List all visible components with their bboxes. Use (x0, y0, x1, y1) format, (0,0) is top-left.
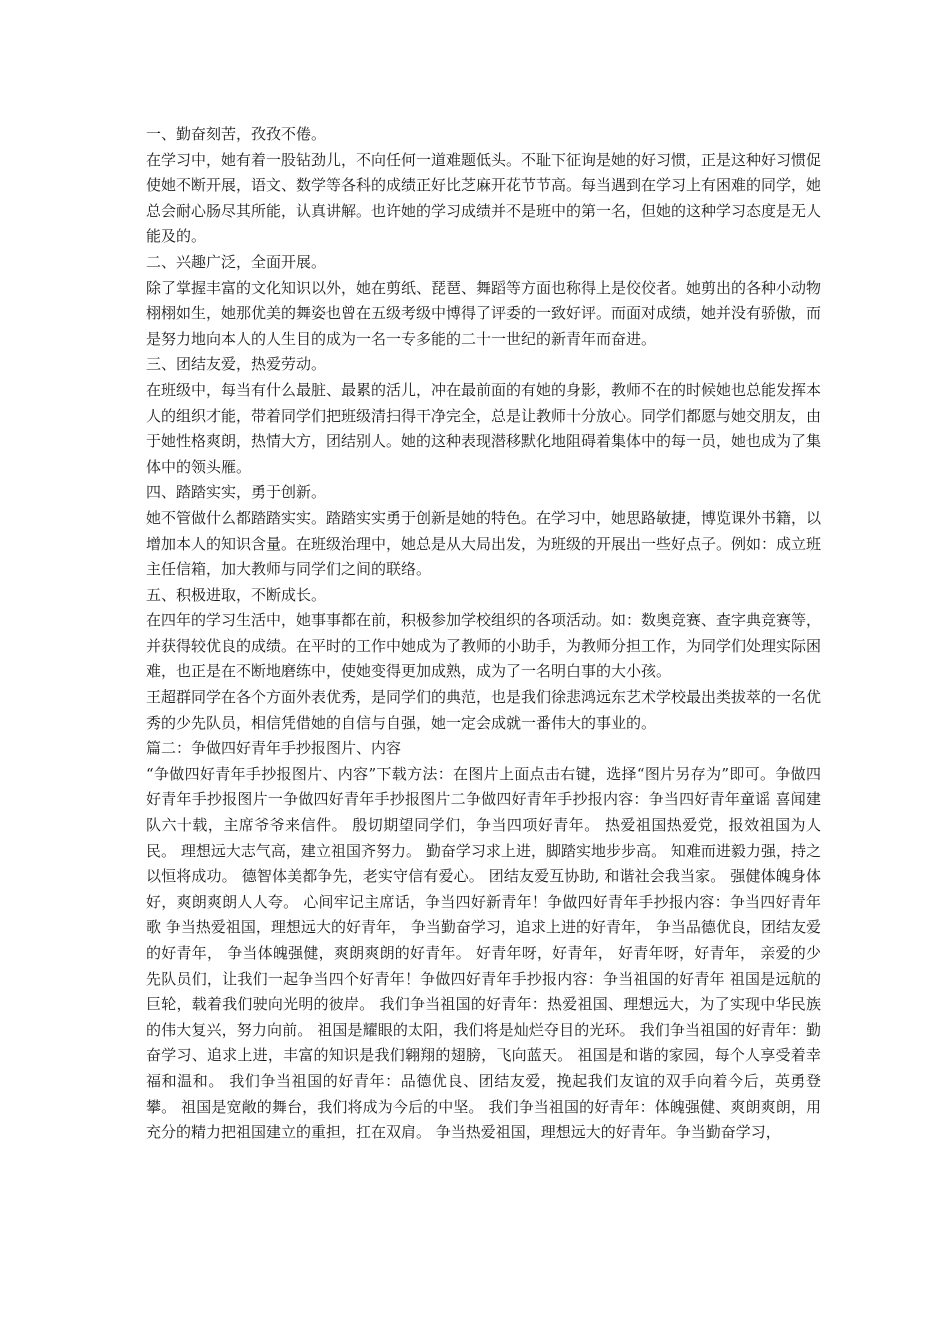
paragraph-poster-content: “争做四好青年手抄报图片、内容”下载方法：在图片上面点击右键，选择“图片另存为”即可。争做四好青年手抄报图片一争做四好青年手抄报图片二争做四好青年手抄报内容：争当四好青年童谣 喜闻建队六十载，主席爷爷来信件。 殷切期望同学们，争当四项好青年。 热爱祖国热爱党，报效祖国为人民。 理想远大志气高，建立祖国齐努力。 勤奋学习求上进，脚踏实地步步高。 知难而进毅力强，持之以恒将成功。 德智体美都争先，老实守信有爱心。 团结友爱互协助, 和谐社会我当家。 强健体魄身体好，爽朗爽朗人人夸。 心间牢记主席话，争当四好新青年！争做四好青年手抄报内容：争当四好青年歌 争当热爱祖国，理想远大的好青年， 争当勤奋学习，追求上进的好青年， 争当品德优良，团结友爱的好青年， 争当体魄强健，爽朗爽朗的好青年。 好青年呀，好青年， 好青年呀，好青年， 亲爱的少先队员们，让我们一起争当四个好青年！争做四好青年手抄报内容：争当祖国的好青年 祖国是远航的巨轮，载着我们驶向光明的彼岸。 我们争当祖国的好青年：热爱祖国、理想远大，为了实现中华民族的伟大复兴，努力向前。 祖国是耀眼的太阳，我们将是灿烂夺目的光环。 我们争当祖国的好青年：勤奋学习、追求上进，丰富的知识是我们翱翔的翅膀，飞向蓝天。 祖国是和谐的家园，每个人享受着幸福和温和。 我们争当祖国的好青年：品德优良、团结友爱，挽起我们友谊的双手向着今后，英勇登攀。 祖国是宽敞的舞台，我们将成为今后的中坚。 我们争当祖国的好青年：体魄强健、爽朗爽朗，用充分的精力把祖国建立的重担，扛在双肩。 争当热爱祖国，理想远大的好青年。争当勤奋学习， (146, 764, 821, 1142)
section-heading-1: 一、勤奋刻苦，孜孜不倦。 (146, 125, 327, 143)
paragraph-growth: 在四年的学习生活中，她事事都在前，积极参加学校组织的各项活动。如：数奥竞赛、查字典竞赛等，并获得较优良的成绩。在平时的工作中她成为了教师的小助手，为教师分担工作，为同学们处理实际困难，也正是在不断地磨练中，使她变得更加成熟，成为了一名明白事的大小孩。 (146, 611, 822, 681)
paragraph-innovation: 她不管做什么都踏踏实实。踏踏实实勇于创新是她的特色。在学习中，她思路敏捷，博览课外书籍，以增加本人的知识含量。在班级治理中，她总是从大局出发，为班级的开展出一些好点子。例如：成立班主任信箱，加大教师与同学们之间的联络。 (146, 508, 822, 579)
section-heading-2: 二、兴趣广泛，全面开展。 (146, 252, 327, 271)
section-heading-3: 三、团结友爱，热爱劳动。 (146, 355, 327, 374)
paragraph-unity: 在班级中，每当有什么最脏、最累的活儿，冲在最前面的有她的身影，教师不在的时候她也总能发挥本人的组织才能，带着同学们把班级清扫得干净完全，总是让教师十分放心。同学们都愿与她交朋友，由于她性格爽朗，热情大方，团结别人。她的这种表现潜移默化地阻碍着集体中的每一员，她也成为了集体中的领头雁。 (146, 380, 822, 476)
section-heading-4: 四、踏踏实实，勇于创新。 (146, 483, 327, 502)
document-body (146, 122, 821, 1146)
paragraph-study: 在学习中，她有着一股钻劲儿，不向任何一道难题低头。不耻下征询是她的好习惯，正是这种好习惯促使她不断开展，语文、数学等各科的成绩正好比芝麻开花节节高。每当遇到在学习上有困难的同学，她总会耐心肠尽其所能，认真讲解。也许她的学习成绩并不是班中的第一名，但她的这种学习态度是无人能及的。 (146, 150, 822, 246)
paragraph-summary: 王超群同学在各个方面外表优秀，是同学们的典范，也是我们徐悲鸿远东艺术学校最出类拔萃的一名优秀的少先队员，相信凭借她的自信与自强，她一定会成就一番伟大的事业的。 (146, 688, 822, 732)
article-two-title: 篇二：争做四好青年手抄报图片、内容 (146, 739, 402, 758)
section-heading-5: 五、积极进取，不断成长。 (146, 585, 327, 604)
paragraph-interests: 除了掌握丰富的文化知识以外，她在剪纸、琵琶、舞蹈等方面也称得上是佼佼者。她剪出的各种小动物栩栩如生，她那优美的舞姿也曾在五级考级中博得了评委的一致好评。而面对成绩，她并没有骄傲，而是努力地向本人的人生目的成为一名一专多能的二十一世纪的新青年而奋进。 (146, 278, 822, 348)
